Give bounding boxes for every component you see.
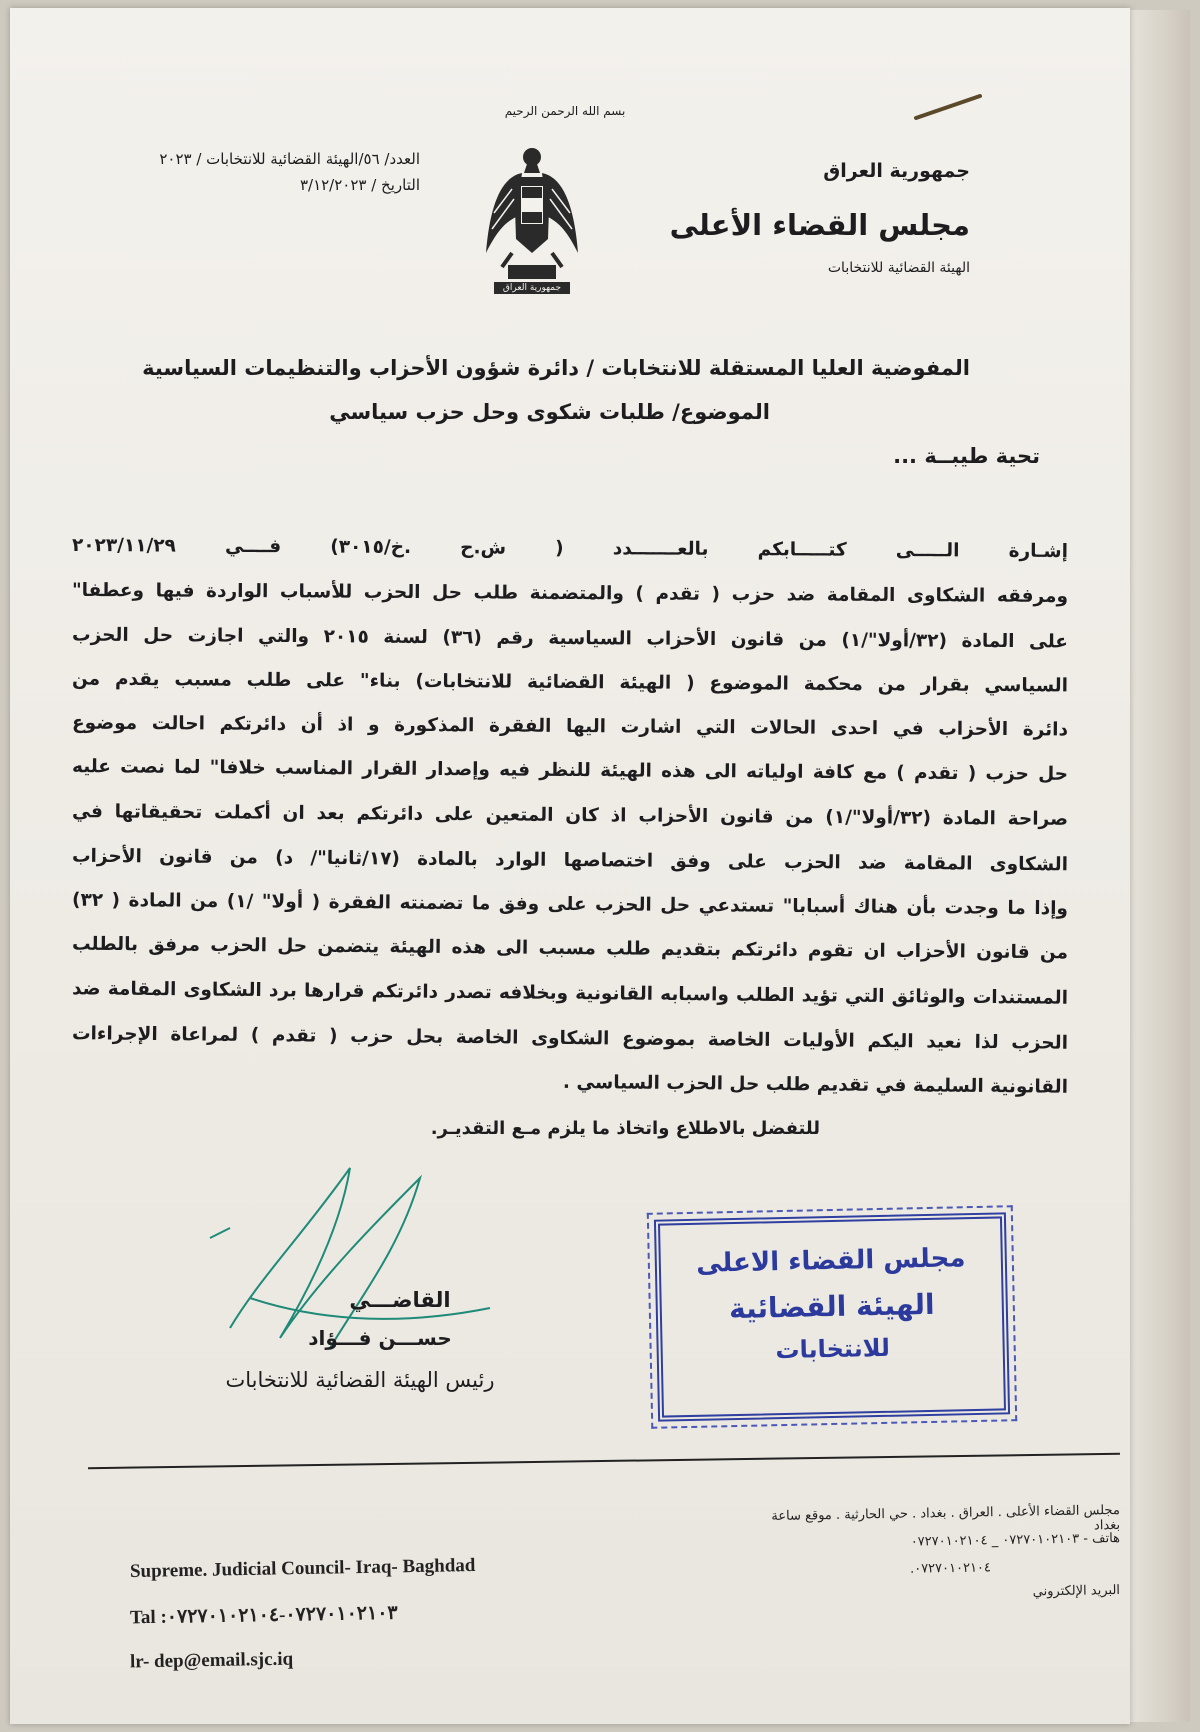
underlying-paper-edge [1128, 10, 1190, 1722]
stamp-line-2: الهيئة القضائية [728, 1287, 935, 1326]
footer-arabic-phone: هاتف - ٠٧٢٧٠١٠٢١٠٣ _ ٠٧٢٧٠١٠٢١٠٤ [910, 1530, 1121, 1550]
body-line: ومرفقه الشكاوى المقامة ضد حزب ( تقدم ) والمتضمنة طلب حل الحزب للأسباب الواردة فيها وعطفا" [71, 579, 1069, 608]
signatory-name: حســـن فـــؤاد [308, 1326, 452, 1350]
footer-english-name: Supreme. Judicial Council- Iraq- Baghdad [129, 1554, 476, 1583]
body-line: دائرة الأحزاب في احدى الحالات التي اشارت اليها الفقرة المذكورة و اذ أن دائرتكم احالت موضوع [71, 712, 1069, 741]
closing-line: للتفضل بالاطلاع واتخاذ ما يلزم مـع التقديـر. [430, 1118, 820, 1139]
stamp-line-3: للانتخابات [775, 1333, 891, 1365]
footer-arabic-address: مجلس القضاء الأعلى . العراق . بغداد . حي الحارثية . موقع ساعة بغداد [771, 1502, 1121, 1534]
body-line: القانونية السليمة في تقديم طلب حل الحزب السياسي . [562, 1071, 1069, 1098]
body-line: وإذا ما وجدت بأن هناك أسبابا" تستدعي حل الحزب على وفق ما تضمنته الفقرة ( أولا" /١) من المادة ( ٣٢) [71, 889, 1069, 920]
addressee: المفوضية العليا المستقلة للانتخابات / دائرة شؤون الأحزاب والتنظيمات السياسية [142, 356, 970, 380]
body-line: السياسي بقرار من محكمة الموضوع ( الهيئة القضائية للانتخابات) بناء" على طلب مسبب يقدم من [71, 668, 1069, 697]
reference-date: التاريخ / ٣/١٢/٢٠٢٣ [299, 176, 420, 194]
signatory-position: رئيس الهيئة القضائية للانتخابات [225, 1368, 495, 1392]
electoral-judicial-authority: الهيئة القضائية للانتخابات [827, 260, 970, 276]
body-line: الحزب لذا نعيد اليكم الأوليات الخاصة بموضوع الشكاوى الخاصة بحل حزب ( تقدم ) لمراعاة الإجراءات [71, 1023, 1069, 1054]
footer-divider [88, 1453, 1120, 1469]
handwritten-signature [190, 1128, 520, 1358]
body-line: الشكاوى المقامة ضد الحزب على وفق اختصاصها الوارد بالمادة (١٧/ثانيا"/ د) من قانون الأحزاب [71, 845, 1069, 876]
basmala: بسم الله الرحمن الرحيم [504, 104, 626, 118]
republic-of-iraq: جمهورية العراق [823, 160, 970, 182]
official-stamp [654, 1212, 1010, 1421]
footer-arabic-email-label: البريد الإلكتروني [1032, 1582, 1121, 1600]
body-line: صراحة المادة (٣٢/أولا"/١) من قانون الأحزاب اذ كان المتعين على دائرتكم بعد ان أكملت تحقيقاتها في [71, 801, 1069, 830]
iraq-eagle-emblem [482, 143, 582, 293]
body-line: إشـارة الـــــى كتـــــابكم بالعـــــــدد ( ش.ح .خ/٣٠١٥) فــــي ٢٠٢٣/١١/٢٩ [71, 534, 1069, 563]
body-line: على المادة (٣٢/أولا"/١) من قانون الأحزاب السياسية رقم (٣٦) لسنة ٢٠١٥ والتي اجازت حل الحزب [71, 624, 1069, 653]
greeting: تحية طيبــة ... [893, 444, 1040, 468]
signatory-title: القاضـــي [349, 1288, 451, 1312]
footer-arabic-phone-2: ٠٧٢٧٠١٠٢١٠٤. [909, 1560, 992, 1577]
body-line: من قانون الأحزاب ان تقوم دائرتكم بتقديم طلب مسبب الى هذه الهيئة يتضمن حل الحزب مرفق بالطلب [71, 933, 1069, 964]
reference-number: العدد/ ٥٦/الهيئة القضائية للانتخابات / ٢٠٢٣ [159, 150, 420, 168]
body-line: حل حزب ( تقدم ) مع كافة اولياته الى هذه الهيئة للنظر فيه وإصدار القرار المناسب خلافا" لما نصت عليه [71, 756, 1069, 785]
emblem-caption: جمهورية العراق [494, 282, 570, 294]
body-line: المستندات والوثائق التي تؤيد الطلب واسبابه القانونية وبخلافه تصدر دائرتكم قرارها برد الشكاوى المقامة ضد [71, 978, 1069, 1009]
stamp-line-1: مجلس القضاء الاعلى [695, 1243, 966, 1279]
footer-english-phone: Tal :٠٧٢٧٠١٠٢١٠٣-٠٧٢٧٠١٠٢١٠٤ [129, 1602, 398, 1629]
letter-page [10, 8, 1130, 1724]
supreme-judicial-council: مجلس القضاء الأعلى [669, 208, 970, 242]
subject-line: الموضوع/ طلبات شكوى وحل حزب سياسي [329, 400, 770, 424]
footer-english-email: lr- dep@email.sjc.iq [129, 1648, 294, 1673]
pen-mark [910, 88, 990, 128]
